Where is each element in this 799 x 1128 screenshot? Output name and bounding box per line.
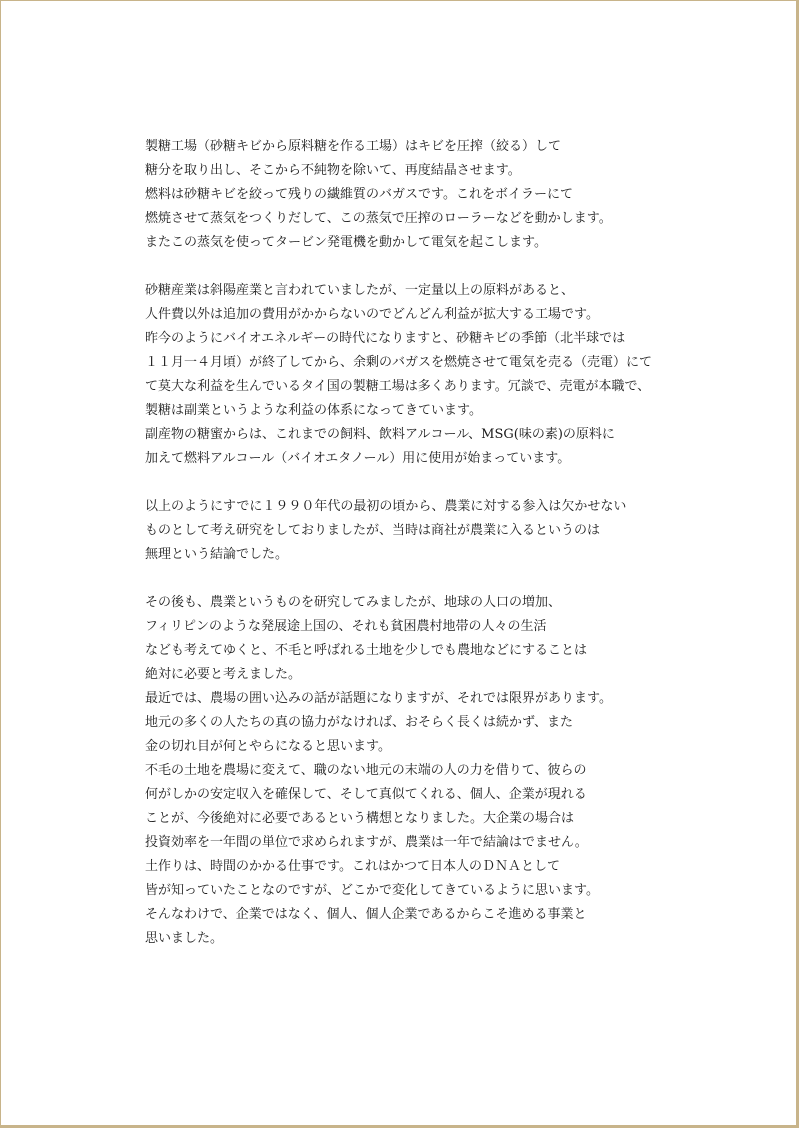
text-line: そんなわけで、企業ではなく、個人、個人企業であるからこそ進める事業と xyxy=(145,907,587,922)
text-line: フィリピンのような発展途上国の、それも貧困農村地帯の人々の生活 xyxy=(145,619,547,634)
text-line: 絶対に必要と考えました。 xyxy=(145,667,302,682)
text-line: その後も、農業というものを研究してみましたが、地球の人口の増加、 xyxy=(145,595,562,610)
paragraph-agriculture-entry xyxy=(145,495,705,567)
text-line: 無理という結論でした。 xyxy=(145,547,289,562)
text-line: 加えて燃料アルコール（バイオエタノール）用に使用が始まっています。 xyxy=(145,451,571,466)
text-line: 何がしかの安定収入を確保して、そして真似てくれる、個人、企業が現れる xyxy=(145,787,587,802)
paragraph-spacer xyxy=(145,255,705,279)
text-line: １１月一４月頃）が終了してから、余剰のバガスを燃焼させて電気を売る（売電）にて xyxy=(145,355,653,370)
text-line: 金の切れ目が何とやらになると思います。 xyxy=(145,739,391,754)
text-line: 皆が知っていたことなのですが、どこかで変化してきているように思います。 xyxy=(145,883,599,898)
text-line: 以上のようにすでに１９９０年代の最初の頃から、農業に対する参入は欠かせない xyxy=(145,499,627,514)
text-line: 副産物の糖蜜からは、これまでの飼料、飲料アルコール、MSG(味の素)の原料に xyxy=(145,427,615,442)
text-line: 製糖は副業というような利益の体系になってきています。 xyxy=(145,403,482,418)
text-line: 投資効率を一年間の単位で求められますが、農業は一年で結論はでません。 xyxy=(145,835,588,850)
document-body xyxy=(145,135,705,951)
text-line: 土作りは、時間のかかる仕事です。これはかつて日本人のＤＮＡとして xyxy=(145,859,560,874)
text-line: 燃料は砂糖キビを絞って残りの繊維質のバガスです。これをボイラーにて xyxy=(145,187,573,202)
paragraph-sugar-industry xyxy=(145,279,705,471)
text-line: ものとして考え研究をしておりましたが、当時は商社が農業に入るというのは xyxy=(145,523,601,538)
text-line: またこの蒸気を使ってタービン発電機を動かして電気を起こします。 xyxy=(145,235,547,250)
text-line: 砂糖産業は斜陽産業と言われていましたが、一定量以上の原料があると、 xyxy=(145,283,575,298)
text-line: 製糖工場（砂糖キビから原料糖を作る工場）はキビを圧搾（絞る）して xyxy=(145,139,562,154)
paragraph-spacer xyxy=(145,471,705,495)
text-line: ことが、今後絶対に必要であるという構想となりました。大企業の場合は xyxy=(145,811,575,826)
text-line: て莫大な利益を生んでいるタイ国の製糖工場は多くあります。冗談で、売電が本職で、 xyxy=(145,379,651,394)
paragraph-agriculture-research xyxy=(145,591,705,951)
text-line: 最近では、農場の囲い込みの話が話題になりますが、それでは限界があります。 xyxy=(145,691,612,706)
paragraph-sugar-factory xyxy=(145,135,705,255)
text-line: 糖分を取り出し、そこから不純物を除いて、再度結晶させます。 xyxy=(145,163,521,178)
text-line: 昨今のようにバイオエネルギーの時代になりますと、砂糖キビの季節（北半球では xyxy=(145,331,626,346)
paragraph-spacer xyxy=(145,567,705,591)
text-line: なども考えてゆくと、不毛と呼ばれる土地を少しでも農地などにすることは xyxy=(145,643,588,658)
text-line: 燃焼させて蒸気をつくりだして、この蒸気で圧搾のローラーなどを動かします。 xyxy=(145,211,612,226)
text-line: 不毛の土地を農場に変えて、職のない地元の末端の人の力を借りて、彼らの xyxy=(145,763,587,778)
text-line: 思いました。 xyxy=(145,931,224,946)
text-line: 地元の多くの人たちの真の協力がなければ、おそらく長くは続かず、また xyxy=(145,715,573,730)
text-line: 人件費以外は追加の費用がかからないのでどんどん利益が拡大する工場です。 xyxy=(145,307,599,322)
